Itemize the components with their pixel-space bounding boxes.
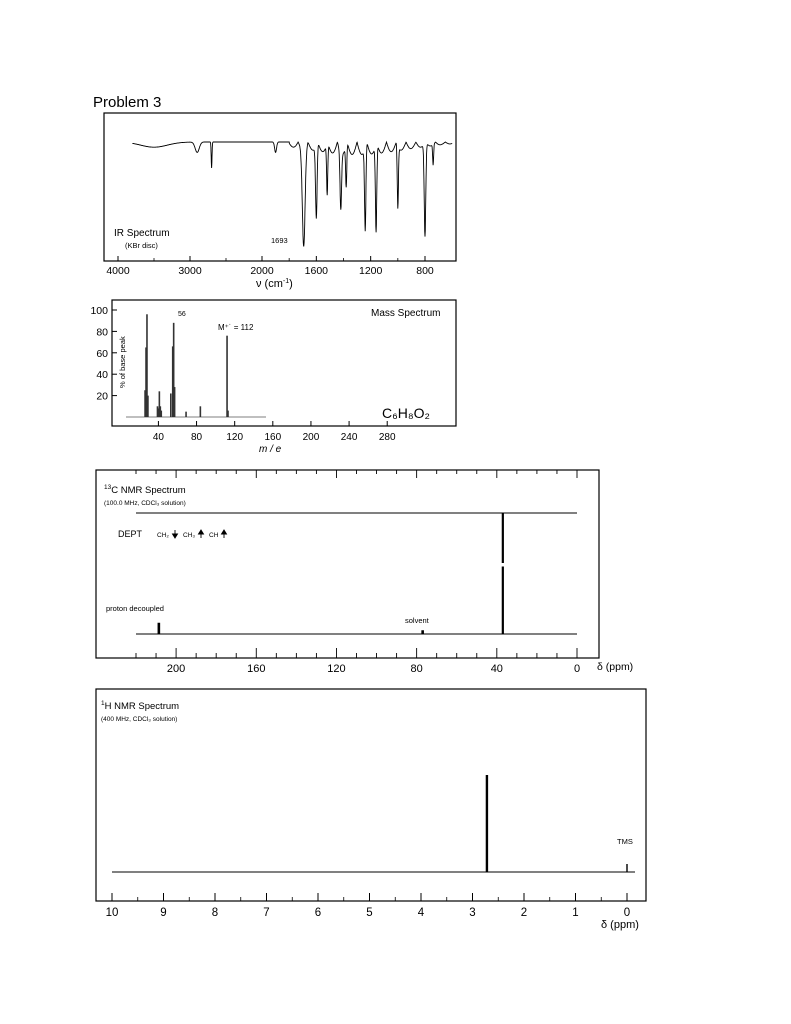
c13-x-tick-label: 80 xyxy=(410,663,423,675)
ms-x-tick-label: 80 xyxy=(190,432,203,443)
h1-tick-marks xyxy=(112,893,627,901)
ir-x-tick-label: 1600 xyxy=(304,265,329,277)
h1-x-tick-label: 7 xyxy=(263,907,270,919)
ms-y-tick-label: 60 xyxy=(96,347,108,360)
ms-x-tick-label: 200 xyxy=(302,432,320,443)
c13-x-tick-label: 200 xyxy=(166,663,186,675)
ir-x-tick-label: 4000 xyxy=(106,265,130,277)
ir-peak-label: 1693 xyxy=(271,236,288,245)
c13-xlabel: δ (ppm) xyxy=(597,661,634,673)
ms-x-tick-label: 120 xyxy=(226,432,244,443)
c13-dept-ch: CH xyxy=(209,532,219,539)
h1-frame xyxy=(96,689,646,901)
ms-y-tick-label: 20 xyxy=(96,390,108,403)
ir-x-tick-label: 1200 xyxy=(358,265,383,277)
c13-dept-label: DEPT xyxy=(118,529,143,539)
h1-x-tick-label: 1 xyxy=(572,907,579,919)
ir-x-tick-label: 2000 xyxy=(250,265,274,277)
h1-x-tick-label: 0 xyxy=(623,907,631,919)
h1-x-tick-label: 2 xyxy=(520,907,528,919)
ms-y-tick-label: 80 xyxy=(96,326,108,339)
h1-x-tick-label: 8 xyxy=(211,907,219,919)
ir-x-tick-label: 800 xyxy=(416,265,434,277)
ms-xlabel: m / e xyxy=(259,444,282,455)
c13-label: $^{13}$C NMR Spectrum xyxy=(104,484,186,496)
c13-x-tick-label: 40 xyxy=(490,663,503,675)
c13-x-tick-label: 0 xyxy=(573,663,581,675)
h1-x-tick-labels xyxy=(106,907,631,919)
page-title: Problem 3 xyxy=(93,94,162,111)
h1-x-tick-label: 5 xyxy=(366,907,373,919)
h1-peaks xyxy=(487,775,627,872)
ms-label: Mass Spectrum xyxy=(371,308,441,319)
ir-xlabel: ν $(cm^{-1})$ xyxy=(256,278,293,290)
ms-y-tick-label: 40 xyxy=(96,369,108,382)
ms-peak-label: 56 xyxy=(178,311,186,318)
h1-x-tick-label: 9 xyxy=(160,907,167,919)
h1-x-tick-label: 4 xyxy=(417,907,425,919)
ms-x-tick-label: 280 xyxy=(378,432,396,443)
h1-x-tick-label: 6 xyxy=(314,907,322,919)
ms-ylabel: % of base peak xyxy=(118,336,127,388)
c13-x-tick-label: 160 xyxy=(247,663,266,675)
h1-label: $^1$H NMR Spectrum xyxy=(101,700,180,712)
ms-x-tick-label: 160 xyxy=(264,432,282,443)
ms-formula: C₆H₈O₂ xyxy=(382,405,430,421)
h1-x-tick-label: 10 xyxy=(105,907,119,919)
ir-x-tick-label: 3000 xyxy=(178,265,202,277)
ms-mplus-label: M⁺˙ = 112 xyxy=(218,323,254,332)
c13-dept-ch2: CH₂ xyxy=(157,532,169,539)
c13-solvent-label: solvent xyxy=(405,616,429,625)
ir-sublabel: (KBr disc) xyxy=(125,241,158,250)
c13-x-tick-label: 120 xyxy=(327,663,346,675)
c13-sublabel: (100.0 MHz, CDCl₃ solution) xyxy=(104,500,186,507)
h1-x-tick-label: 3 xyxy=(469,907,476,919)
ms-x-tick-label: 40 xyxy=(152,432,164,443)
ms-y-tick-label: 100 xyxy=(90,305,108,317)
h1-xlabel: δ (ppm) xyxy=(601,919,639,931)
ms-x-tick-label: 240 xyxy=(340,432,358,443)
h1-sublabel: (400 MHz, CDCl₃ solution) xyxy=(101,716,178,723)
ir-label: IR Spectrum xyxy=(114,228,170,239)
c13-decoupled-label: proton decoupled xyxy=(106,604,164,613)
c13-dept-ch3: CH₃ xyxy=(183,532,196,539)
h1-tms-label: TMS xyxy=(617,837,633,846)
